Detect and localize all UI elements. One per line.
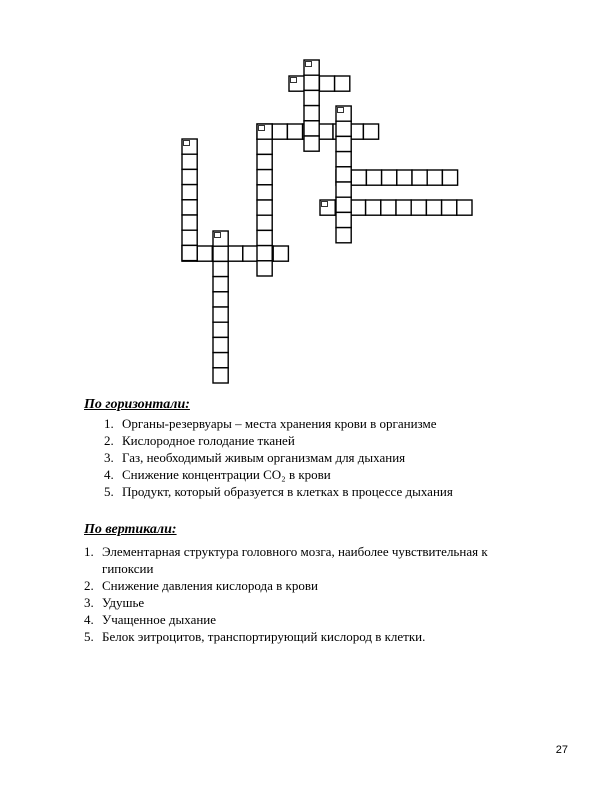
crossword-cell[interactable] [304,90,319,105]
across-heading: По горизонтали: [84,397,190,412]
crossword-cell[interactable] [257,139,272,154]
clue-number-tag [306,62,312,67]
crossword-cell[interactable] [213,322,228,337]
crossword-cell[interactable] [273,246,288,261]
down-heading: По вертикали: [84,522,177,537]
crossword-cell[interactable] [257,185,272,200]
crossword-cell[interactable] [213,261,228,276]
crossword-cell[interactable] [411,200,426,215]
crossword-cell[interactable] [304,136,319,151]
crossword-cell[interactable] [182,185,197,200]
crossword-cell[interactable] [442,170,457,185]
crossword-cell[interactable] [257,215,272,230]
crossword-cell[interactable] [213,277,228,292]
across-clue-5: 5. Продукт, который образуется в клетках в процессе дыхания [104,484,453,499]
crossword-cell[interactable] [427,170,442,185]
crossword-cell[interactable] [442,200,457,215]
crossword-cell[interactable] [351,170,366,185]
crossword-cell[interactable] [257,154,272,169]
crossword-cell[interactable] [182,154,197,169]
crossword-cell[interactable] [213,368,228,383]
crossword-cell[interactable] [336,182,351,197]
clue-number-tag [215,233,221,238]
clue-number-tag [322,202,328,207]
clue-number-tag [184,141,190,146]
crossword-cell[interactable] [412,170,427,185]
crossword-cell[interactable] [257,200,272,215]
down-clue-4: 4. Учащенное дыхание [84,612,217,627]
down-clue-1: 1. Элементарная структура головного мозга, наиболее чувствительная к гипоксии [84,544,488,576]
clue-number-tag [259,126,265,131]
page-number: 27 [555,744,568,756]
crossword-cell[interactable] [336,152,351,167]
crossword-cell[interactable] [304,106,319,121]
crossword-cell[interactable] [213,353,228,368]
crossword-cell[interactable] [366,200,381,215]
down-clue-list [84,543,564,645]
crossword-cell[interactable] [182,245,197,260]
crossword-cell[interactable] [335,76,350,91]
crossword-cell[interactable] [457,200,472,215]
crossword-cell[interactable] [272,124,287,139]
clue-number-tag [291,78,297,83]
crossword-cell[interactable] [257,261,272,276]
crossword-cell[interactable] [213,307,228,322]
crossword-cell[interactable] [336,136,351,151]
crossword-cell[interactable] [426,200,441,215]
crossword-cell[interactable] [182,200,197,215]
crossword-cell[interactable] [228,246,243,261]
crossword-cell[interactable] [366,170,381,185]
down-clue-3: 3. Удушье [84,595,145,610]
across-clue-list [104,415,564,500]
crossword-cell[interactable] [397,170,412,185]
crossword-cell[interactable] [336,212,351,227]
crossword-cell[interactable] [336,121,351,136]
crossword-cell[interactable] [381,200,396,215]
crossword-cell[interactable] [363,124,378,139]
crossword-cell[interactable] [396,200,411,215]
crossword-cell[interactable] [382,170,397,185]
crossword-cell[interactable] [287,124,302,139]
crossword-cell[interactable] [182,230,197,245]
down-clue-2: 2. Снижение давления кислорода в крови [84,578,318,593]
across-clue-2: 2. Кислородное голодание тканей [104,433,295,448]
crossword-cell[interactable] [182,215,197,230]
crossword-cell[interactable] [350,200,365,215]
crossword-cell[interactable] [336,167,351,182]
across-clue-4: 4. Снижение концентрации CO₂ в крови [104,467,331,482]
crossword-cell[interactable] [257,246,272,261]
crossword-cell[interactable] [213,246,228,261]
crossword-cell[interactable] [213,337,228,352]
crossword-cell[interactable] [318,124,333,139]
crossword-cell[interactable] [319,76,334,91]
crossword-cell[interactable] [213,292,228,307]
crossword-cell[interactable] [257,170,272,185]
crossword-cell[interactable] [182,169,197,184]
across-clue-1: 1. Органы-резервуары – места хранения крови в организме [104,416,437,431]
crossword-cell[interactable] [336,228,351,243]
crossword-cell[interactable] [257,230,272,245]
crossword-cell[interactable] [304,121,319,136]
across-clue-3: 3. Газ, необходимый живым организмам для дыхания [104,450,406,465]
crossword-cell[interactable] [336,197,351,212]
clue-number-tag [338,108,344,113]
crossword-cell[interactable] [243,246,258,261]
down-clue-5: 5. Белок эитроцитов, транспортирующий кислород в клетки. [84,629,426,644]
crossword-cell[interactable] [304,75,319,90]
crossword-cell[interactable] [197,246,212,261]
